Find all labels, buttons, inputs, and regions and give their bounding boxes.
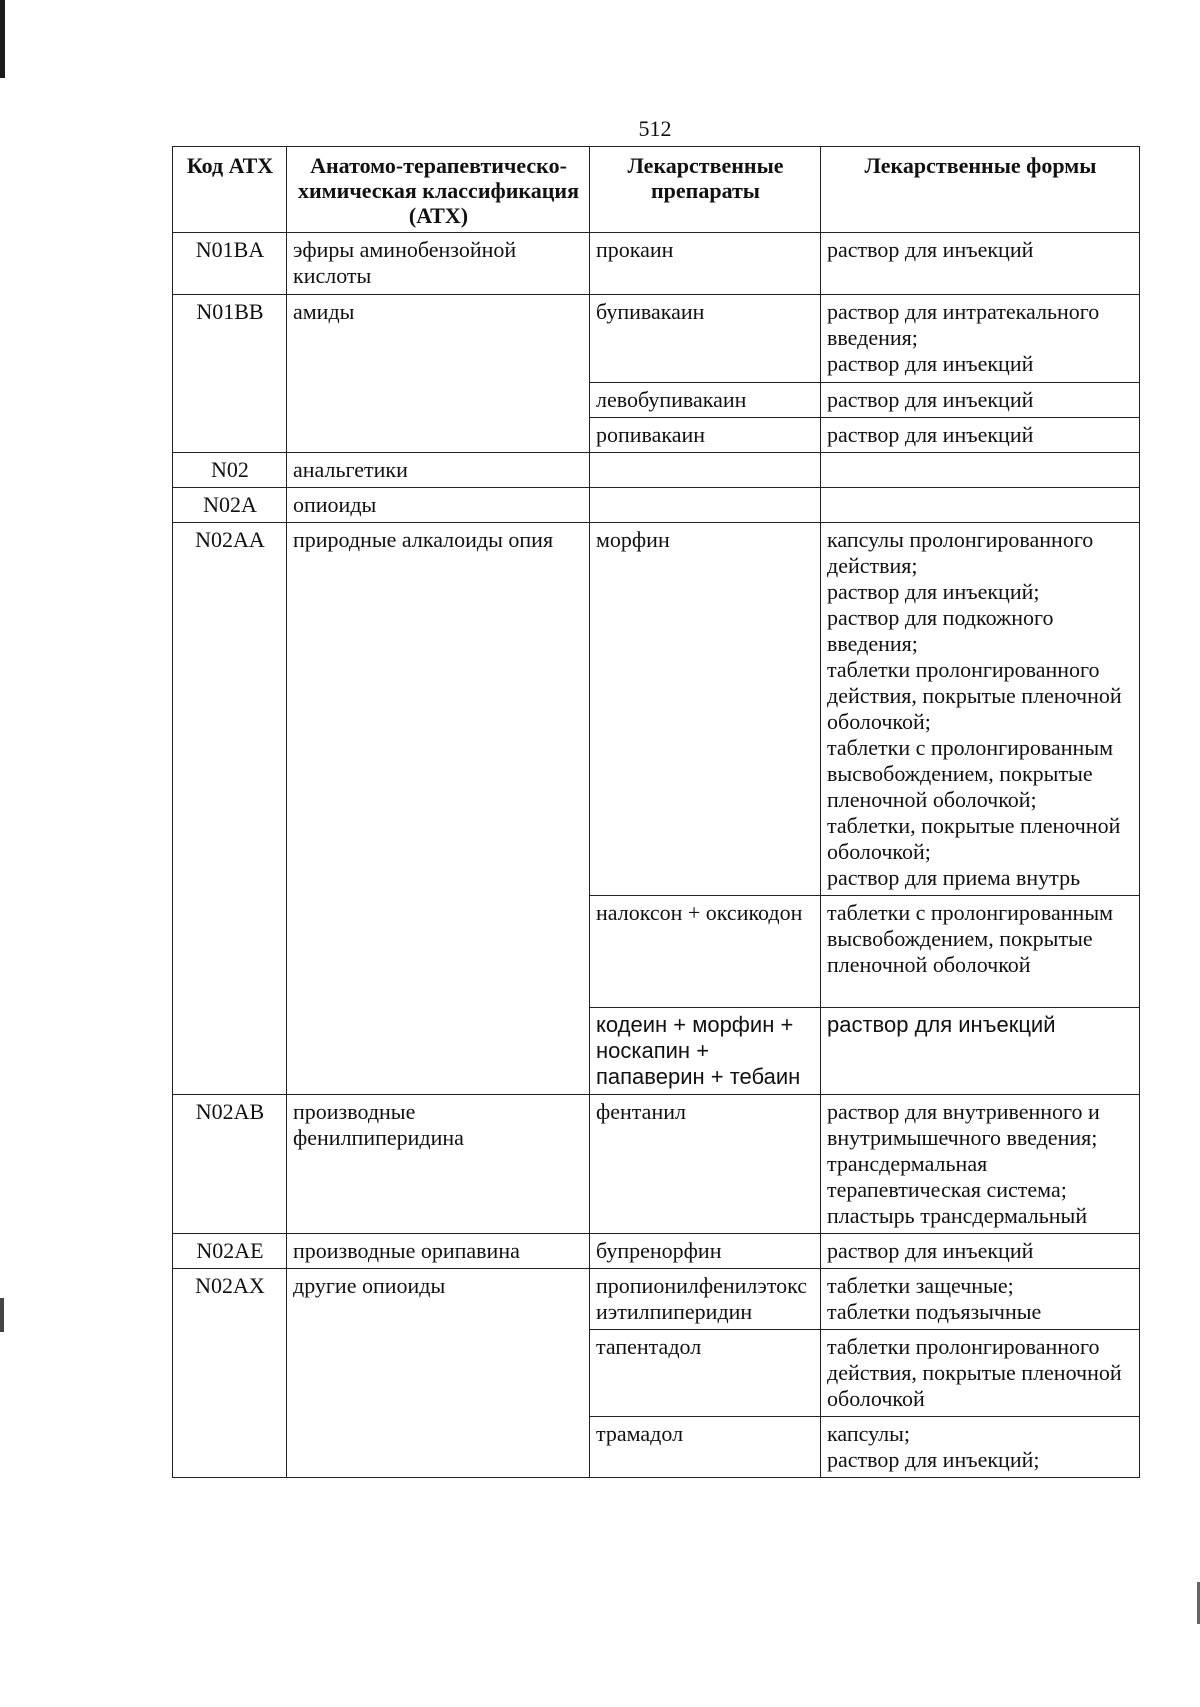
drug-name: бупренорфин: [590, 1234, 821, 1269]
dosage-form: раствор для внутривенного и внутримышечного введения;: [827, 1099, 1100, 1150]
drug-name: прокаин: [590, 233, 821, 295]
table-row: [173, 233, 1140, 295]
atx-code: N02: [173, 453, 287, 488]
table-row: [173, 1095, 1140, 1234]
dosage-forms: [821, 295, 1140, 383]
atx-code: N02AB: [173, 1095, 287, 1234]
table-row: [173, 453, 1140, 488]
dosage-forms: [821, 488, 1140, 523]
drug-name: ропивакаин: [590, 418, 821, 453]
table-row: [173, 523, 1140, 896]
atx-classification: эфиры аминобензойной кислоты: [287, 233, 590, 295]
dosage-forms: [821, 1095, 1140, 1234]
drug-name: бупивакаин: [590, 295, 821, 383]
dosage-form: раствор для приема внутрь: [827, 865, 1081, 890]
dosage-form: капсулы пролонгированного действия;: [827, 527, 1094, 578]
dosage-form: таблетки пролонгированного действия, покрытые пленочной оболочкой;: [827, 657, 1122, 734]
atx-classification: другие опиоиды: [287, 1269, 590, 1478]
drug-name: [590, 1269, 821, 1330]
dosage-form: капсулы;: [827, 1421, 910, 1446]
dosage-form: раствор для инъекций;: [827, 1447, 1040, 1472]
drug-name-text: пропионилфенилэтоксиэтилпиперидин: [596, 1273, 808, 1324]
header-classification: Анатомо-терапевтическо-химическая классификация (АТХ): [287, 147, 590, 233]
drug-name: [590, 453, 821, 488]
table-row: [173, 488, 1140, 523]
drug-name: трамадол: [590, 1417, 821, 1478]
dosage-forms: [821, 383, 1140, 418]
dosage-form: раствор для интратекального введения;: [827, 299, 1100, 350]
dosage-forms: [821, 233, 1140, 295]
header-code: Код АТХ: [173, 147, 287, 233]
dosage-forms: [821, 896, 1140, 1008]
dosage-form: раствор для инъекций;: [827, 579, 1040, 604]
header-forms: Лекарственные формы: [821, 147, 1140, 233]
dosage-forms: [821, 1269, 1140, 1330]
atx-classification: производные фенилпиперидина: [287, 1095, 590, 1234]
dosage-form: раствор для инъекций: [827, 1012, 1056, 1037]
drug-name: фентанил: [590, 1095, 821, 1234]
dosage-form: таблетки с пролонгированным высвобождением, покрытые пленочной оболочкой;: [827, 735, 1114, 812]
dosage-forms: [821, 418, 1140, 453]
scan-edge-mark: [0, 0, 5, 78]
atx-code: N02AE: [173, 1234, 287, 1269]
dosage-form: таблетки, покрытые пленочной оболочкой;: [827, 813, 1121, 864]
drug-name: [590, 488, 821, 523]
drug-name: левобупивакаин: [590, 383, 821, 418]
drug-name: тапентадол: [590, 1330, 821, 1417]
header-row: [173, 147, 1140, 233]
atx-classification: амиды: [287, 295, 590, 453]
dosage-form: раствор для инъекций: [827, 237, 1034, 262]
header-drugs: Лекарственные препараты: [590, 147, 821, 233]
dosage-forms: [821, 1234, 1140, 1269]
dosage-form: раствор для инъекций: [827, 351, 1034, 376]
dosage-form: пластырь трансдермальный: [827, 1203, 1088, 1228]
atx-code: N02A: [173, 488, 287, 523]
table-row: [173, 1269, 1140, 1330]
atx-code: N02AX: [173, 1269, 287, 1478]
atx-code: N01BA: [173, 233, 287, 295]
dosage-form: таблетки с пролонгированным высвобождением, покрытые пленочной оболочкой: [827, 900, 1114, 977]
dosage-form: таблетки подъязычные: [827, 1299, 1042, 1324]
atx-classification: природные алкалоиды опия: [287, 523, 590, 1095]
dosage-form: трансдермальная терапевтическая система;: [827, 1151, 1067, 1202]
page-number: 512: [638, 116, 672, 141]
table-row: [173, 1234, 1140, 1269]
dosage-form: таблетки пролонгированного действия, покрытые пленочной оболочкой: [827, 1334, 1122, 1411]
drug-name: кодеин + морфин + носкапин + папаверин + тебаин: [590, 1008, 821, 1095]
dosage-form: раствор для подкожного введения;: [827, 605, 1054, 656]
dosage-form: раствор для инъекций: [827, 387, 1034, 412]
drug-name: морфин: [590, 523, 821, 896]
table-row: [173, 295, 1140, 383]
dosage-forms: [821, 1008, 1140, 1095]
atx-table: [172, 146, 1140, 1478]
atx-code: N02AA: [173, 523, 287, 1095]
dosage-forms: [821, 1330, 1140, 1417]
dosage-form: таблетки защечные;: [827, 1273, 1014, 1298]
dosage-forms: [821, 523, 1140, 896]
atx-classification: опиоиды: [287, 488, 590, 523]
atx-code: N01BB: [173, 295, 287, 453]
atx-classification: производные орипавина: [287, 1234, 590, 1269]
dosage-form: раствор для инъекций: [827, 422, 1034, 447]
drug-name: налоксон + оксикодон: [590, 896, 821, 1008]
dosage-form: раствор для инъекций: [827, 1238, 1034, 1263]
dosage-forms: [821, 453, 1140, 488]
scan-edge-mark: [0, 1298, 4, 1332]
dosage-forms: [821, 1417, 1140, 1478]
atx-classification: анальгетики: [287, 453, 590, 488]
